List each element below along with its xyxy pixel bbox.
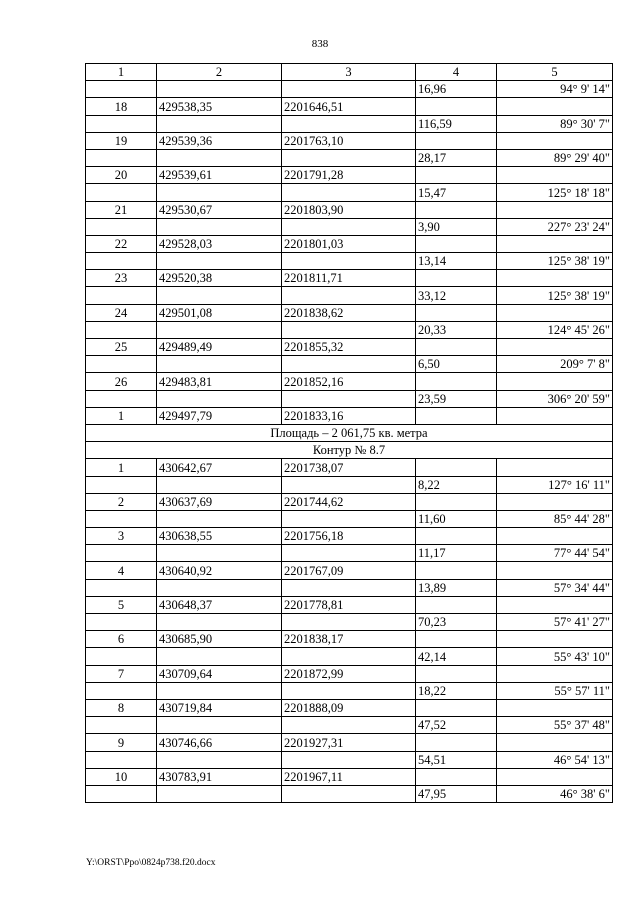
point-row <box>86 304 613 321</box>
point-row <box>86 98 613 115</box>
point-row <box>86 699 613 716</box>
distance-cell <box>416 373 497 390</box>
point-number-cell: 8 <box>86 699 157 716</box>
point-row <box>86 459 613 476</box>
segment-row <box>86 648 613 665</box>
distance-cell: 33,12 <box>416 287 497 304</box>
point-number-cell <box>86 648 157 665</box>
direction-angle-cell <box>497 631 613 648</box>
y-coordinate-cell <box>282 149 416 166</box>
distance-cell: 13,14 <box>416 253 497 270</box>
distance-cell <box>416 528 497 545</box>
y-coordinate-cell: 2201967,11 <box>282 768 416 785</box>
point-number-cell <box>86 682 157 699</box>
distance-cell: 3,90 <box>416 218 497 235</box>
direction-angle-cell <box>497 734 613 751</box>
footer-file-path: Y:\ORST\Ppo\0824p738.f20.docx <box>86 858 216 868</box>
y-coordinate-cell: 2201838,62 <box>282 304 416 321</box>
point-number-cell: 5 <box>86 596 157 613</box>
x-coordinate-cell: 430709,64 <box>157 665 282 682</box>
direction-angle-cell: 46° 54' 13" <box>497 751 613 768</box>
x-coordinate-cell <box>157 81 282 98</box>
direction-angle-cell <box>497 98 613 115</box>
x-coordinate-cell: 429539,36 <box>157 132 282 149</box>
x-coordinate-cell <box>157 751 282 768</box>
x-coordinate-cell: 429483,81 <box>157 373 282 390</box>
point-number-cell <box>86 81 157 98</box>
distance-cell: 11,60 <box>416 510 497 527</box>
point-number-cell: 18 <box>86 98 157 115</box>
y-coordinate-cell <box>282 510 416 527</box>
point-number-cell <box>86 476 157 493</box>
segment-row <box>86 545 613 562</box>
y-coordinate-cell <box>282 218 416 235</box>
y-coordinate-cell: 2201811,71 <box>282 270 416 287</box>
x-coordinate-cell: 430642,67 <box>157 459 282 476</box>
point-number-cell: 10 <box>86 768 157 785</box>
point-row <box>86 167 613 184</box>
x-coordinate-cell <box>157 356 282 373</box>
page-number: 838 <box>311 38 329 50</box>
distance-cell <box>416 339 497 356</box>
y-coordinate-cell <box>282 476 416 493</box>
segment-row <box>86 115 613 132</box>
y-coordinate-cell: 2201778,81 <box>282 596 416 613</box>
direction-angle-cell <box>497 493 613 510</box>
x-coordinate-cell <box>157 149 282 166</box>
direction-angle-cell <box>497 304 613 321</box>
distance-cell <box>416 167 497 184</box>
direction-angle-cell: 55° 37' 48" <box>497 717 613 734</box>
point-row <box>86 407 613 424</box>
direction-angle-cell: 85° 44' 28" <box>497 510 613 527</box>
point-row <box>86 201 613 218</box>
x-coordinate-cell <box>157 510 282 527</box>
direction-angle-cell <box>497 132 613 149</box>
distance-cell <box>416 562 497 579</box>
x-coordinate-cell <box>157 545 282 562</box>
distance-cell: 20,33 <box>416 321 497 338</box>
section-caption: Контур № 8.7 <box>86 442 613 459</box>
direction-angle-cell <box>497 665 613 682</box>
x-coordinate-cell: 429538,35 <box>157 98 282 115</box>
y-coordinate-cell: 2201855,32 <box>282 339 416 356</box>
point-number-cell <box>86 218 157 235</box>
x-coordinate-cell: 430783,91 <box>157 768 282 785</box>
x-coordinate-cell: 429497,79 <box>157 407 282 424</box>
direction-angle-cell <box>497 270 613 287</box>
point-number-cell <box>86 510 157 527</box>
direction-angle-cell: 89° 29' 40" <box>497 149 613 166</box>
distance-cell: 47,52 <box>416 717 497 734</box>
point-number-cell: 9 <box>86 734 157 751</box>
x-coordinate-cell <box>157 184 282 201</box>
y-coordinate-cell <box>282 81 416 98</box>
distance-cell: 11,17 <box>416 545 497 562</box>
distance-cell: 28,17 <box>416 149 497 166</box>
distance-cell <box>416 98 497 115</box>
point-row <box>86 235 613 252</box>
point-number-cell <box>86 751 157 768</box>
direction-angle-cell <box>497 167 613 184</box>
point-number-cell: 7 <box>86 665 157 682</box>
point-number-cell: 24 <box>86 304 157 321</box>
segment-row <box>86 510 613 527</box>
section-row <box>86 442 613 459</box>
point-row <box>86 528 613 545</box>
direction-angle-cell: 124° 45' 26" <box>497 321 613 338</box>
segment-row <box>86 218 613 235</box>
direction-angle-cell: 125° 38' 19" <box>497 253 613 270</box>
segment-row <box>86 751 613 768</box>
distance-cell: 13,89 <box>416 579 497 596</box>
y-coordinate-cell <box>282 356 416 373</box>
point-number-cell: 26 <box>86 373 157 390</box>
direction-angle-cell: 89° 30' 7" <box>497 115 613 132</box>
x-coordinate-cell: 429539,61 <box>157 167 282 184</box>
point-number-cell: 22 <box>86 235 157 252</box>
segment-row <box>86 717 613 734</box>
direction-angle-cell <box>497 459 613 476</box>
y-coordinate-cell <box>282 682 416 699</box>
segment-row <box>86 149 613 166</box>
segment-row <box>86 390 613 407</box>
point-number-cell: 25 <box>86 339 157 356</box>
direction-angle-cell: 209° 7' 8" <box>497 356 613 373</box>
direction-angle-cell <box>497 373 613 390</box>
direction-angle-cell <box>497 235 613 252</box>
y-coordinate-cell: 2201744,62 <box>282 493 416 510</box>
point-number-cell <box>86 287 157 304</box>
y-coordinate-cell <box>282 785 416 802</box>
header-col-2: 2 <box>157 64 282 81</box>
x-coordinate-cell <box>157 682 282 699</box>
point-number-cell: 20 <box>86 167 157 184</box>
x-coordinate-cell: 430719,84 <box>157 699 282 716</box>
header-col-5: 5 <box>497 64 613 81</box>
distance-cell <box>416 768 497 785</box>
direction-angle-cell: 46° 38' 6" <box>497 785 613 802</box>
y-coordinate-cell: 2201767,09 <box>282 562 416 579</box>
x-coordinate-cell <box>157 785 282 802</box>
distance-cell <box>416 270 497 287</box>
point-number-cell: 6 <box>86 631 157 648</box>
point-row <box>86 665 613 682</box>
segment-row <box>86 682 613 699</box>
segment-row <box>86 356 613 373</box>
x-coordinate-cell: 429520,38 <box>157 270 282 287</box>
distance-cell: 116,59 <box>416 115 497 132</box>
y-coordinate-cell <box>282 579 416 596</box>
distance-cell <box>416 493 497 510</box>
direction-angle-cell <box>497 528 613 545</box>
header-col-3: 3 <box>282 64 416 81</box>
x-coordinate-cell: 429501,08 <box>157 304 282 321</box>
direction-angle-cell: 125° 18' 18" <box>497 184 613 201</box>
direction-angle-cell <box>497 768 613 785</box>
y-coordinate-cell <box>282 717 416 734</box>
y-coordinate-cell: 2201833,16 <box>282 407 416 424</box>
segment-row <box>86 785 613 802</box>
segment-row <box>86 253 613 270</box>
distance-cell <box>416 132 497 149</box>
point-row <box>86 596 613 613</box>
header-col-4: 4 <box>416 64 497 81</box>
y-coordinate-cell <box>282 287 416 304</box>
x-coordinate-cell: 429528,03 <box>157 235 282 252</box>
y-coordinate-cell <box>282 614 416 631</box>
x-coordinate-cell: 429489,49 <box>157 339 282 356</box>
x-coordinate-cell <box>157 321 282 338</box>
distance-cell <box>416 235 497 252</box>
x-coordinate-cell: 430638,55 <box>157 528 282 545</box>
distance-cell <box>416 459 497 476</box>
x-coordinate-cell: 430640,92 <box>157 562 282 579</box>
x-coordinate-cell <box>157 579 282 596</box>
table-header-row <box>86 64 613 81</box>
direction-angle-cell <box>497 596 613 613</box>
x-coordinate-cell <box>157 648 282 665</box>
y-coordinate-cell <box>282 115 416 132</box>
distance-cell <box>416 304 497 321</box>
distance-cell: 18,22 <box>416 682 497 699</box>
y-coordinate-cell: 2201803,90 <box>282 201 416 218</box>
segment-row <box>86 184 613 201</box>
point-number-cell <box>86 785 157 802</box>
point-number-cell <box>86 115 157 132</box>
distance-cell <box>416 201 497 218</box>
distance-cell: 70,23 <box>416 614 497 631</box>
segment-row <box>86 476 613 493</box>
point-number-cell: 1 <box>86 459 157 476</box>
point-number-cell <box>86 321 157 338</box>
point-row <box>86 493 613 510</box>
point-number-cell <box>86 579 157 596</box>
x-coordinate-cell <box>157 218 282 235</box>
y-coordinate-cell: 2201852,16 <box>282 373 416 390</box>
direction-angle-cell: 125° 38' 19" <box>497 287 613 304</box>
point-number-cell: 21 <box>86 201 157 218</box>
direction-angle-cell: 94° 9' 14" <box>497 81 613 98</box>
point-number-cell <box>86 614 157 631</box>
distance-cell: 54,51 <box>416 751 497 768</box>
y-coordinate-cell: 2201791,28 <box>282 167 416 184</box>
direction-angle-cell: 55° 43' 10" <box>497 648 613 665</box>
y-coordinate-cell: 2201763,10 <box>282 132 416 149</box>
section-caption: Площадь – 2 061,75 кв. метра <box>86 424 613 441</box>
x-coordinate-cell <box>157 287 282 304</box>
y-coordinate-cell <box>282 545 416 562</box>
segment-row <box>86 287 613 304</box>
point-number-cell <box>86 390 157 407</box>
x-coordinate-cell <box>157 717 282 734</box>
x-coordinate-cell <box>157 390 282 407</box>
point-number-cell: 1 <box>86 407 157 424</box>
direction-angle-cell: 306° 20' 59" <box>497 390 613 407</box>
point-row <box>86 734 613 751</box>
distance-cell <box>416 734 497 751</box>
x-coordinate-cell <box>157 614 282 631</box>
direction-angle-cell: 57° 34' 44" <box>497 579 613 596</box>
distance-cell: 16,96 <box>416 81 497 98</box>
x-coordinate-cell: 430637,69 <box>157 493 282 510</box>
distance-cell <box>416 631 497 648</box>
header-col-1: 1 <box>86 64 157 81</box>
distance-cell <box>416 596 497 613</box>
x-coordinate-cell: 430746,66 <box>157 734 282 751</box>
coordinates-table <box>85 63 613 803</box>
direction-angle-cell: 55° 57' 11" <box>497 682 613 699</box>
distance-cell: 8,22 <box>416 476 497 493</box>
distance-cell: 47,95 <box>416 785 497 802</box>
direction-angle-cell: 77° 44' 54" <box>497 545 613 562</box>
point-number-cell <box>86 717 157 734</box>
point-row <box>86 132 613 149</box>
direction-angle-cell <box>497 562 613 579</box>
y-coordinate-cell <box>282 751 416 768</box>
direction-angle-cell <box>497 339 613 356</box>
x-coordinate-cell <box>157 476 282 493</box>
distance-cell: 15,47 <box>416 184 497 201</box>
distance-cell: 42,14 <box>416 648 497 665</box>
direction-angle-cell <box>497 699 613 716</box>
segment-row <box>86 579 613 596</box>
distance-cell: 23,59 <box>416 390 497 407</box>
y-coordinate-cell: 2201801,03 <box>282 235 416 252</box>
point-number-cell: 2 <box>86 493 157 510</box>
point-row <box>86 631 613 648</box>
y-coordinate-cell <box>282 321 416 338</box>
direction-angle-cell <box>497 407 613 424</box>
y-coordinate-cell: 2201756,18 <box>282 528 416 545</box>
point-row <box>86 562 613 579</box>
y-coordinate-cell: 2201838,17 <box>282 631 416 648</box>
point-number-cell: 3 <box>86 528 157 545</box>
y-coordinate-cell <box>282 648 416 665</box>
x-coordinate-cell: 429530,67 <box>157 201 282 218</box>
segment-row <box>86 614 613 631</box>
distance-cell <box>416 407 497 424</box>
point-row <box>86 373 613 390</box>
y-coordinate-cell: 2201646,51 <box>282 98 416 115</box>
point-row <box>86 270 613 287</box>
direction-angle-cell: 227° 23' 24" <box>497 218 613 235</box>
x-coordinate-cell <box>157 115 282 132</box>
y-coordinate-cell: 2201738,07 <box>282 459 416 476</box>
point-number-cell: 19 <box>86 132 157 149</box>
point-number-cell <box>86 545 157 562</box>
y-coordinate-cell <box>282 253 416 270</box>
direction-angle-cell: 127° 16' 11" <box>497 476 613 493</box>
distance-cell <box>416 665 497 682</box>
y-coordinate-cell: 2201927,31 <box>282 734 416 751</box>
y-coordinate-cell: 2201872,99 <box>282 665 416 682</box>
point-number-cell: 23 <box>86 270 157 287</box>
y-coordinate-cell: 2201888,09 <box>282 699 416 716</box>
point-number-cell <box>86 184 157 201</box>
section-row <box>86 424 613 441</box>
segment-row <box>86 81 613 98</box>
x-coordinate-cell: 430648,37 <box>157 596 282 613</box>
segment-row <box>86 321 613 338</box>
direction-angle-cell: 57° 41' 27" <box>497 614 613 631</box>
x-coordinate-cell <box>157 253 282 270</box>
point-number-cell <box>86 149 157 166</box>
y-coordinate-cell <box>282 390 416 407</box>
point-row <box>86 339 613 356</box>
distance-cell <box>416 699 497 716</box>
point-number-cell <box>86 253 157 270</box>
point-number-cell <box>86 356 157 373</box>
point-number-cell: 4 <box>86 562 157 579</box>
distance-cell: 6,50 <box>416 356 497 373</box>
direction-angle-cell <box>497 201 613 218</box>
point-row <box>86 768 613 785</box>
y-coordinate-cell <box>282 184 416 201</box>
x-coordinate-cell: 430685,90 <box>157 631 282 648</box>
